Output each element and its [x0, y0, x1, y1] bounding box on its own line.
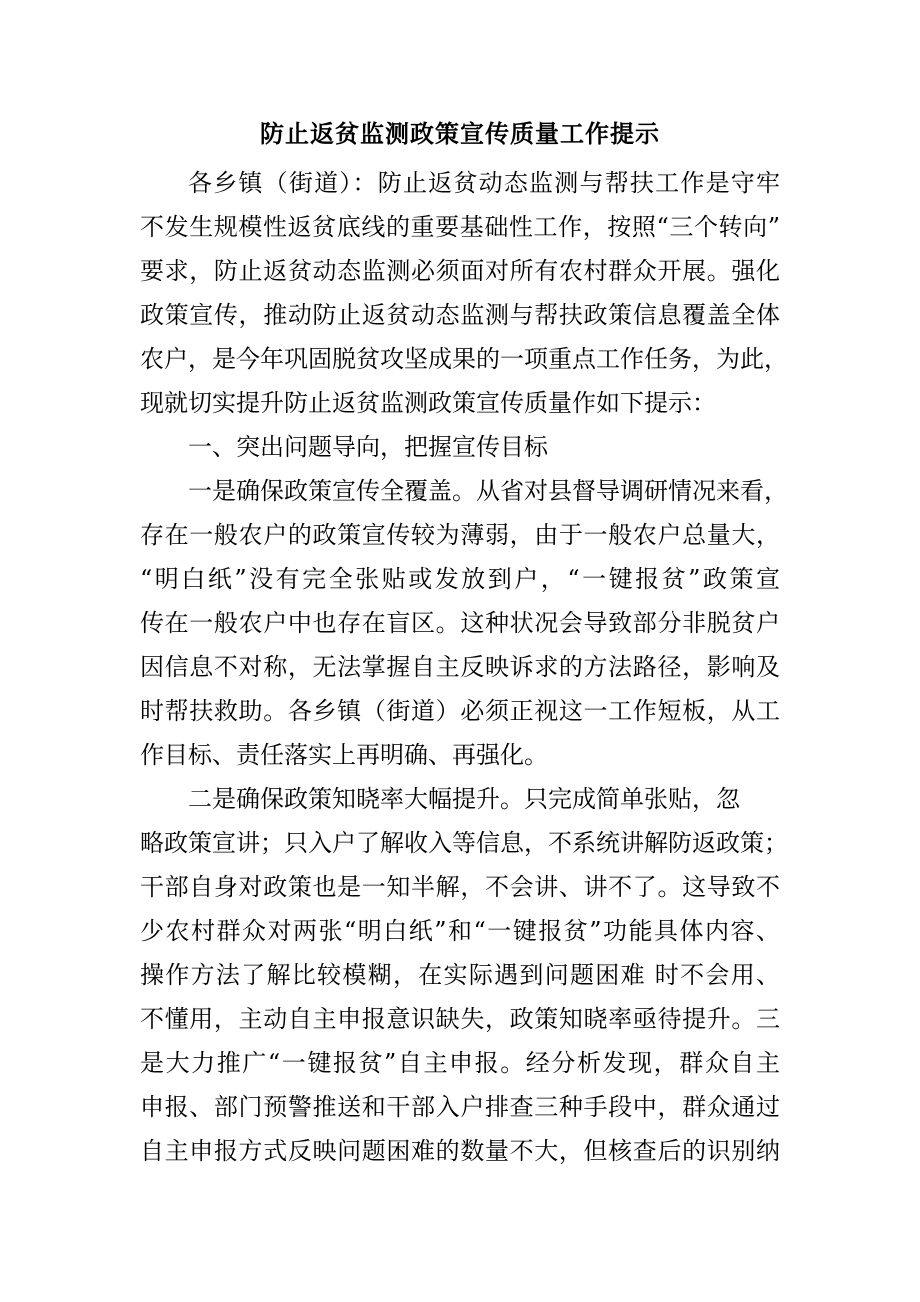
paragraph-line: 政策宣传，推动防止返贫动态监测与帮扶政策信息覆盖全体 [140, 301, 780, 329]
paragraph-line: 存在一般农户的政策宣传较为薄弱，由于一般农户总量大， [140, 521, 780, 549]
paragraph-line: 现就切实提升防止返贫监测政策宣传质量作如下提示： [140, 389, 716, 417]
paragraph-line: 要求，防止返贫动态监测必须面对所有农村群众开展。强化 [140, 257, 780, 285]
paragraph-line: 申报、部门预警推送和干部入户排查三种手段中，群众通过 [140, 1093, 780, 1121]
paragraph-line: “明白纸”没有完全张贴或发放到户，“一键报贫”政策宣 [140, 565, 780, 593]
paragraph-line: 不懂用，主动自主申报意识缺失，政策知晓率亟待提升。三 [140, 1005, 780, 1033]
paragraph-line: 时帮扶救助。各乡镇（街道）必须正视这一工作短板，从工 [140, 697, 780, 725]
document-title: 防止返贫监测政策宣传质量工作提示 [260, 119, 660, 148]
paragraph-line: 二是确保政策知晓率大幅提升。只完成简单张贴，忽 [188, 785, 740, 813]
paragraph-line: 一是确保政策宣传全覆盖。从省对县督导调研情况来看， [188, 477, 788, 505]
paragraph-line: 各乡镇（街道）：防止返贫动态监测与帮扶工作是守牢 [188, 169, 780, 197]
paragraph-line: 因信息不对称，无法掌握自主反映诉求的方法路径，影响及 [140, 653, 780, 681]
paragraph-line: 少农村群众对两张“明白纸”和“一键报贫”功能具体内容、 [140, 917, 780, 945]
paragraph-line: 农户，是今年巩固脱贫攻坚成果的一项重点工作任务，为此， [140, 345, 788, 373]
section-heading: 一、突出问题导向，把握宣传目标 [188, 433, 548, 461]
paragraph-line: 是大力推广“一键报贫”自主申报。经分析发现，群众自主 [140, 1049, 780, 1077]
paragraph-line: 不发生规模性返贫底线的重要基础性工作，按照“三个转向” [140, 213, 780, 241]
paragraph-line: 操作方法了解比较模糊，在实际遇到问题困难 时不会用、 [140, 961, 780, 989]
paragraph-line: 传在一般农户中也存在盲区。这种状况会导致部分非脱贫户 [140, 609, 780, 637]
paragraph-line: 作目标、责任落实上再明确、再强化。 [140, 741, 548, 769]
paragraph-line: 自主申报方式反映问题困难的数量不大，但核查后的识别纳 [140, 1137, 780, 1165]
paragraph-line: 干部自身对政策也是一知半解，不会讲、讲不了。这导致不 [140, 873, 780, 901]
paragraph-line: 略政策宣讲；只入户了解收入等信息，不系统讲解防返政策； [140, 829, 788, 857]
